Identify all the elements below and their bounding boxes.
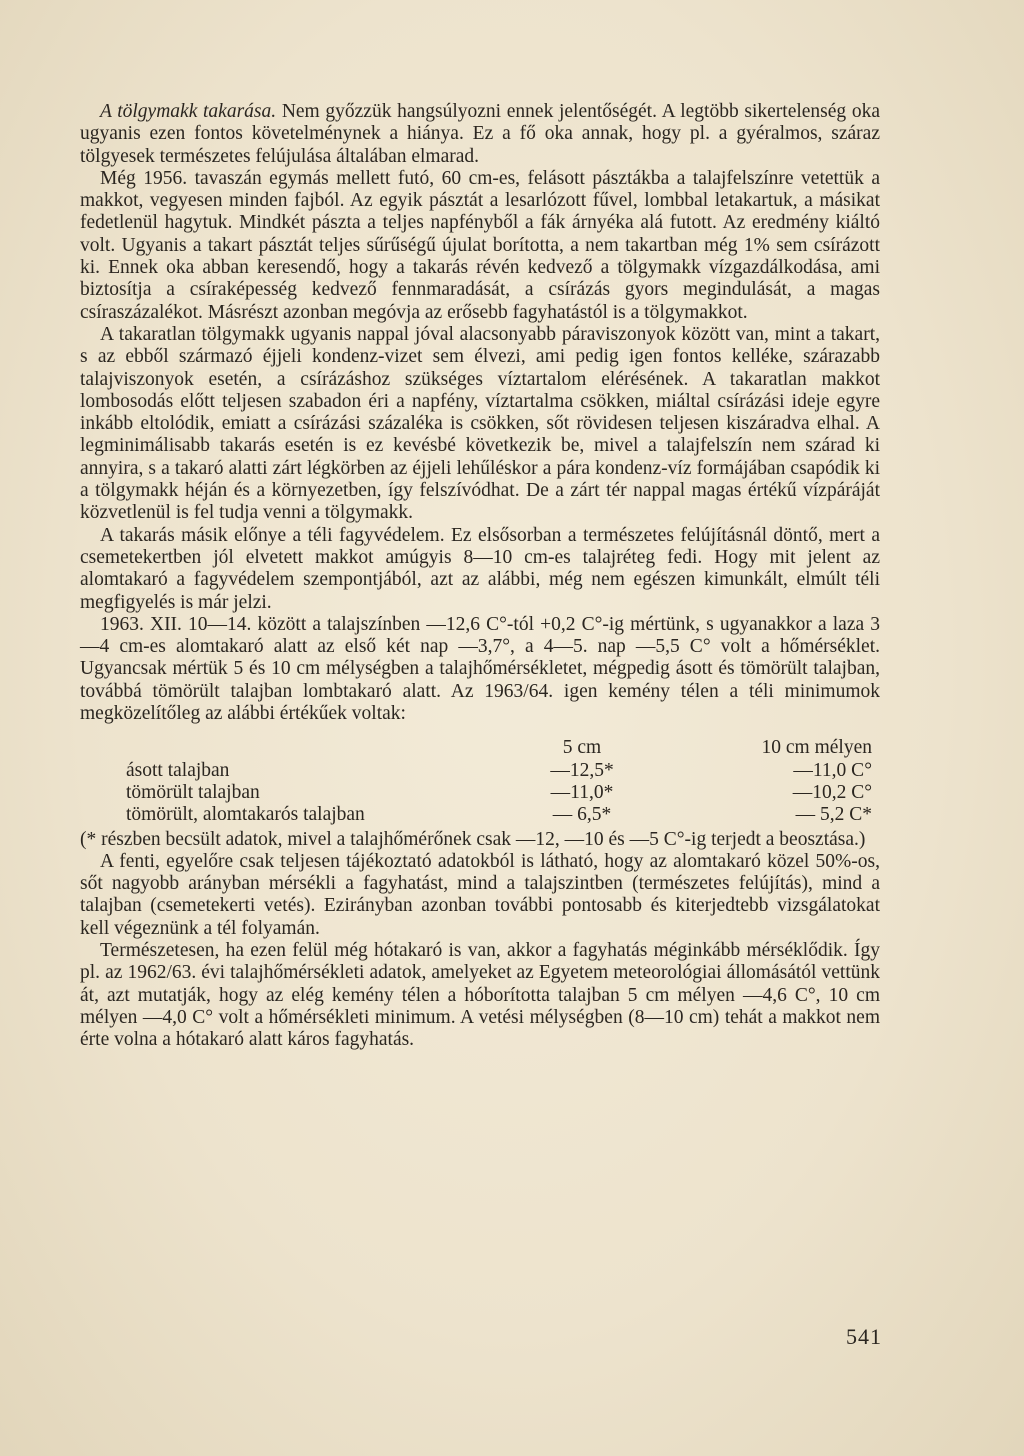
row-value-10cm: —10,2 C° <box>792 781 872 803</box>
row-value-10cm: —11,0 C° <box>793 759 872 781</box>
paragraph-4: A takarás másik előnye a téli fagyvédelem. Ez elsősorban a természetes felújításnál döntő, mert a csemetekertben jól elvetett makkot amúgyis 8—10 cm-es talajréteg fedi. Hogy mit jelent az alomtakaró a fagyvédelem szempontjából, azt az alábbi, még nem egészen kimunkált, elmúlt téli megfigyelés is már jelzi. <box>80 524 880 613</box>
paragraph-2: Még 1956. tavaszán egymás mellett futó, 60 cm-es, felásott pásztákba a talajfelszínre vetettük a makkot, vegyesen minden fajból. Az egyik pásztát a lesarlózott fűvel, lombbal letakartuk, a másikat fedetlenül hagytuk. Mindkét pászta a teljes napfényből a fák árnyéka alá futott. Az eredmény kiáltó volt. Ugyanis a takart pásztát teljes sűrűségű újulat borította, a nem takartban még 1% sem csírázott ki. Ennek oka abban keresendő, hogy a takarás révén kedvező a tölgymakk vízgazdálkodása, ami biztosítja a csíraképesség kedvező fennmaradását, a csírázás gyors megindulását, a magas csíraszázalékot. Másrészt azonban megóvja az erősebb fagyhatástól is a tölgymakkot. <box>80 167 880 323</box>
paragraph-1 <box>80 101 880 168</box>
table-header-blank <box>126 737 502 759</box>
temperature-table <box>126 737 872 826</box>
table-header-row <box>126 737 872 759</box>
row-label: tömörült talajban <box>126 781 260 803</box>
page-number: 541 <box>846 1324 882 1349</box>
paragraph-7: Természetesen, ha ezen felül még hótakaró is van, akkor a fagyhatás méginkább mérséklődik. Így pl. az 1962/63. évi talajhőmérsékleti adatok, amelyeket az Egyetem meteorológiai állomásától vettünk át, azt mutatják, hogy az elég kemény télen a hóborította talajban 5 cm mélyen —4,6 C°, 10 cm mélyen —4,0 C° volt a hőmérsékleti minimum. A vetési mélységben (8—10 cm) tehát a makkot nem érte volna a hótakaró alatt káros fagyhatás. <box>80 939 880 1051</box>
table-footnote: (* részben becsült adatok, mivel a talajhőmérőnek csak —12, —10 és —5 C°-ig terjedt a beosztása.) <box>80 828 866 850</box>
paragraph-1-text: Nem győzzük hangsúlyozni ennek jelentőségét. A legtöbb sikertelenség oka ugyanis ezen fontos követelménynek a hiánya. Ez a fő oka annak, hogy pl. a gyéralmos, száraz tölgyesek természetes felújulása általában elmarad. <box>80 101 880 167</box>
article-body <box>80 101 880 1051</box>
table-row <box>126 804 872 826</box>
row-value-5cm: —11,0* <box>550 781 614 803</box>
paragraph-5: 1963. XII. 10—14. között a talajszínben —12,6 C°-tól +0,2 C°-ig mértünk, s ugyanakkor a laza 3—4 cm-es alomtakaró alatt az első két nap —3,7°, a 4—5. nap —5,5 C° volt a hőmérséklet. Ugyancsak mértük 5 és 10 cm mélységben a talajhőmérsékletet, mégpedig ásott és tömörült talajban, továbbá tömörült talajban lombtakaró alatt. Az 1963/64. igen kemény télen a téli minimumok megközelítőleg az alábbi értékűek voltak: <box>80 613 880 725</box>
row-label: tömörült, alomtakarós talajban <box>126 804 365 826</box>
paragraph-3: A takaratlan tölgymakk ugyanis nappal jóval alacsonyabb páraviszonyok között van, mint a takart, s az ebből származó éjjeli kondenz-vizet sem élvezi, ami pedig igen fontos kelléke, szárazabb talajviszonyok esetén, a csírázáshoz szükséges víztartalom elérésének. A takaratlan makkot lombosodás előtt teljesen szabadon éri a napfény, víztartalma csökken, miáltal csírázási ideje egyre inkább eltolódik, emiatt a csírázási százaléka is csökken, sőt rövidesen teljesen kiszáradva elhal. A legminimálisabb takarás esetén is ez kevésbé következik be, mivel a talajfelszín nem szárad ki annyira, s a takaró alatti zárt légkörben az éjjeli lehűléskor a pára kondenz-víz formájában csapódik ki a tölgymakk héján és a környezetben, így felszívódhat. De a zárt tér nappal magas értékű vízpáráját közvetlenül is fel tudja venni a tölgymakk. <box>80 323 880 524</box>
section-lead-heading: A tölgymakk takarása. <box>100 101 277 122</box>
table-row <box>126 782 872 804</box>
table-header-5cm: 5 cm <box>562 737 602 759</box>
row-value-10cm: — 5,2 C* <box>795 804 872 826</box>
paragraph-6: A fenti, egyelőre csak teljesen tájékoztató adatokból is látható, hogy az alomtakaró közel 50%-os, sőt nagyobb arányban mérsékli a fagyhatást, mind a talajszintben (természetes felújítás), mind a talajban (csemetekerti vetés). Ezirányban azonban további pontosabb és kiterjedtebb vizsgálatokat kell végeznünk a tél folyamán. <box>80 850 880 939</box>
table-row <box>126 760 872 782</box>
row-label: ásott talajban <box>126 759 230 781</box>
table-header-10cm: 10 cm mélyen <box>761 737 872 759</box>
row-value-5cm: —12,5* <box>550 759 614 781</box>
row-value-5cm: — 6,5* <box>552 804 612 826</box>
